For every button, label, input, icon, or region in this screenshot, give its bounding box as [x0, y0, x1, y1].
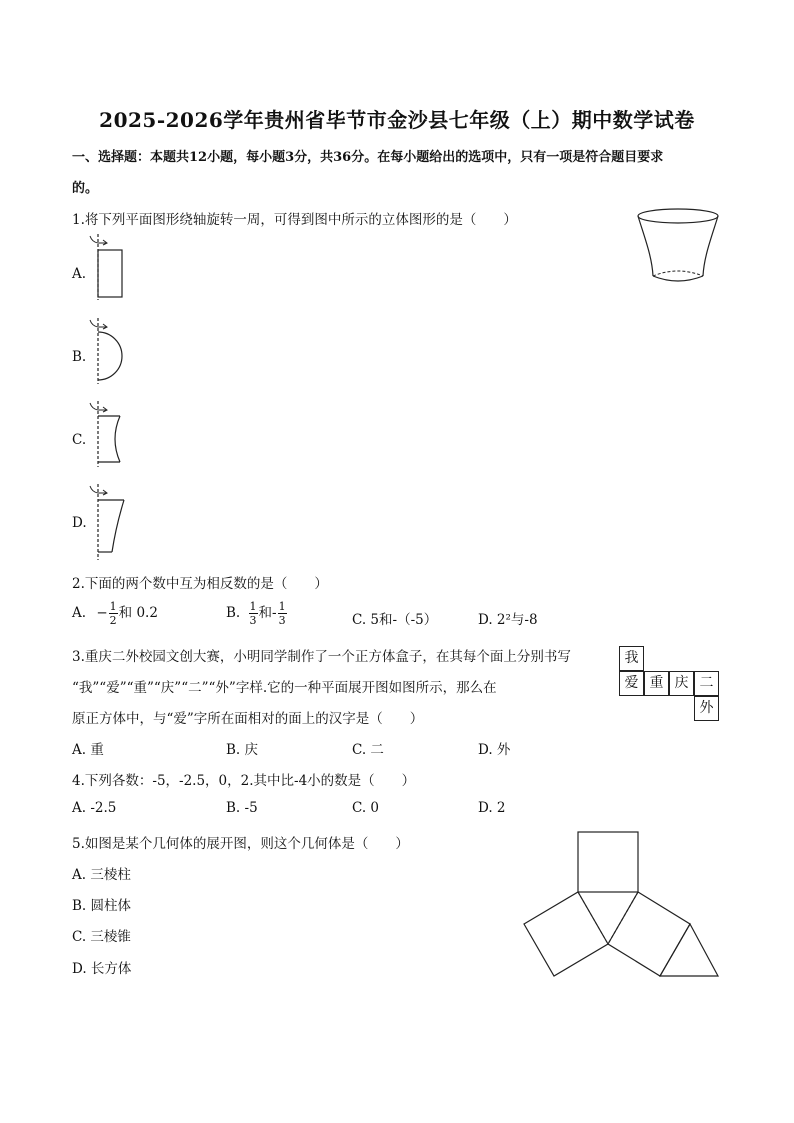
cube-net-cell: 外 — [694, 696, 719, 721]
q2-option-b-numerator-2: 1 — [278, 600, 286, 613]
q2-option-a-rest: 和 0.2 — [118, 605, 158, 621]
q1-solid-figure — [636, 206, 722, 286]
q2-option-a-numerator: 1 — [109, 600, 117, 613]
q1-option-d-figure — [86, 482, 136, 562]
cube-net-cell: 爱 — [619, 671, 644, 696]
q1-option-a-label: A. — [72, 266, 87, 282]
q5-net-figure — [520, 826, 724, 982]
q2-option-a-fraction — [109, 601, 118, 626]
cube-net-cell: 二 — [694, 671, 719, 696]
q5-option-a: A. 三棱柱 — [72, 867, 131, 883]
q3-stem-line1: 3.重庆二外校园文创大赛，小明同学制作了一个正方体盒子，在其每个面上分别书写 — [72, 649, 571, 665]
q2-option-b-label: B. — [226, 605, 241, 621]
cube-net-cell: 重 — [644, 671, 669, 696]
q5-option-b: B. 圆柱体 — [72, 898, 132, 914]
q2-stem: 2.下面的两个数中互为相反数的是（ ） — [72, 576, 328, 592]
q1-option-c-label: C. — [72, 432, 87, 448]
q4-option-a: A. -2.5 — [72, 800, 117, 816]
q3-option-d: D. 外 — [478, 742, 511, 758]
q3-option-c: C. 二 — [352, 742, 384, 758]
q4-stem: 4.下列各数：-5，-2.5，0，2.其中比-4小的数是（ ） — [72, 773, 416, 789]
section-instruction-line2: 的。 — [72, 181, 99, 196]
q1-option-a-figure — [86, 232, 136, 302]
q2-option-a-label: A. — [72, 605, 87, 621]
q2-option-a-denominator: 2 — [109, 614, 117, 627]
q1-option-c-figure — [86, 399, 136, 469]
q4-option-c: C. 0 — [352, 800, 380, 816]
page-title: 2025-2026学年贵州省毕节市金沙县七年级（上）期中数学试卷 — [99, 108, 695, 132]
q4-option-d: D. 2 — [478, 800, 506, 816]
q2-option-a-sign: − — [96, 605, 108, 621]
q3-stem-line2: “我”“爱”“重”“庆”“二”“外”字样.它的一种平面展开图如图所示，那么在 — [72, 680, 497, 696]
q2-option-b-denominator-2: 3 — [278, 614, 286, 627]
q2-option-b-numerator-1: 1 — [249, 600, 257, 613]
q1-stem: 1.将下列平面图形绕轴旋转一周，可得到图中所示的立体图形的是（ ） — [72, 212, 517, 228]
q2-option-b-mid: 和- — [258, 605, 277, 621]
q2-option-a — [72, 601, 158, 626]
section-instruction-line1: 一、选择题：本题共12小题，每小题3分，共36分。在每小题给出的选项中，只有一项是符合题目要求 — [72, 150, 664, 165]
cube-net-cell: 庆 — [669, 671, 694, 696]
q5-option-c: C. 三棱锥 — [72, 929, 131, 945]
q2-option-b-fraction-1 — [249, 601, 258, 626]
q1-option-b-figure — [86, 316, 136, 386]
q4-option-b: B. -5 — [226, 800, 258, 816]
q2-option-b — [226, 601, 288, 626]
q3-option-b: B. 庆 — [226, 742, 259, 758]
q2-option-d: D. 2²与-8 — [478, 612, 538, 628]
q5-stem: 5.如图是某个几何体的展开图，则这个几何体是（ ） — [72, 836, 409, 852]
q2-option-c: C. 5和-（-5） — [352, 612, 438, 628]
q2-option-b-fraction-2 — [278, 601, 287, 626]
q5-option-d: D. 长方体 — [72, 961, 132, 977]
q3-option-a: A. 重 — [72, 742, 104, 758]
q2-option-b-denominator-1: 3 — [249, 614, 257, 627]
cube-net-cell: 我 — [619, 646, 644, 671]
q1-option-b-label: B. — [72, 349, 87, 365]
q1-option-d-label: D. — [72, 515, 87, 531]
q3-stem-line3: 原正方体中，与“爱”字所在面相对的面上的汉字是（ ） — [72, 711, 424, 727]
